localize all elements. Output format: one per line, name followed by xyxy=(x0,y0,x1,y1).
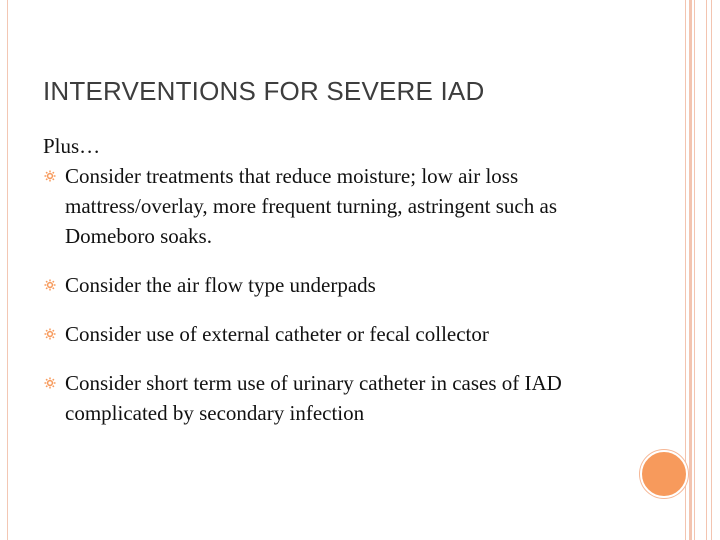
decor-line xyxy=(706,0,707,540)
decor-line xyxy=(711,0,712,540)
sun-bullet-icon xyxy=(43,270,59,300)
bullet-item xyxy=(43,368,643,428)
bullet-item xyxy=(43,270,643,300)
decor-line xyxy=(689,0,692,540)
slide-body xyxy=(43,131,643,428)
bullet-text: Consider use of external catheter or fecal collector xyxy=(65,322,489,346)
accent-circle xyxy=(640,450,688,498)
bullet-item xyxy=(43,161,643,251)
decor-line xyxy=(685,0,686,540)
sun-bullet-icon xyxy=(43,319,59,349)
right-decorative-band xyxy=(684,0,720,540)
left-border-line xyxy=(7,0,8,540)
sun-bullet-icon xyxy=(43,368,59,398)
bullet-item xyxy=(43,319,643,349)
sun-bullet-icon xyxy=(43,161,59,191)
slide-title: INTERVENTIONS FOR SEVERE IAD xyxy=(43,76,485,106)
bullet-text: Consider short term use of urinary catheter in cases of IAD complicated by secondary infection xyxy=(65,371,562,425)
bullet-text: Consider the air flow type underpads xyxy=(65,273,376,297)
bullet-text: Consider treatments that reduce moisture; low air loss mattress/overlay, more frequent turning, astringent such as Domeboro soaks. xyxy=(65,164,557,248)
decor-line xyxy=(694,0,695,540)
intro-text: Plus… xyxy=(43,134,101,158)
